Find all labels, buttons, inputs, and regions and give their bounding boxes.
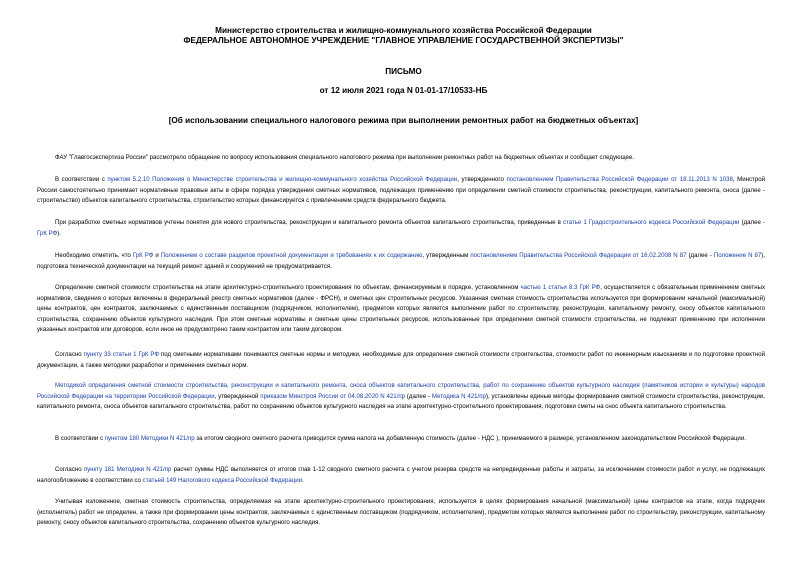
link-methodology-421-short[interactable]: Методика N 421/пр (431, 392, 486, 400)
paragraph-estimate-norms: Согласно пункту 33 статьи 1 ГрК РФ под сметными нормативами понимаются сметные нормы и методики, необходимые для определения сметной стоимости строительства, стоимости работ по инженерным изысканиям и по подготовке проектной документации, а также методики разработки и применения сметных норм. (37, 351, 765, 369)
document-subject: [Об использовании специального налогового режима при выполнении ремонтных работ на бюджетных объектах] (168, 116, 639, 125)
institution-name: ФЕДЕРАЛЬНОЕ АВТОНОМНОЕ УЧРЕЖДЕНИЕ "ГЛАВНОЕ УПРАВЛЕНИЕ ГОСУДАРСТВЕННОЙ ЭКСПЕРТИЗЫ" (183, 36, 624, 45)
paragraph-vat-clause-181: Согласно пункту 181 Методики N 421/пр расчет суммы НДС выполняется от итогов глав 1-12 сводного сметного расчета с учетом резерва средств на непредвиденные работы и затраты, за исключением стоимости работ и услуг, не подлежащих налогообложению в соответствии со статьей 149 Налогового кодекса Российской Федерации. (37, 466, 765, 484)
paragraph-ministry-authority: В соответствии с пунктом 5.2.10 Положения о Министерстве строительства и жилищно-коммунального хозяйства Российской Федерации, утвержденного постановлением Правительства Российской Федерации от 18.11.2013 N 1038, Минстрой России самостоятельно принимает нормативные правовые акты в сфере порядка утверждения сметных нормативов, подлежащих применению при определении сметной стоимости строительства, реконструкции, капитального ремонта, сноса (далее - строительство) объектов капитального строительства, строительство которых финансируется с привлечением средств федерального бюджета. (37, 176, 766, 205)
link-part-1-article-8-3[interactable]: частью 1 статьи 8.3 ГрК РФ (520, 284, 601, 291)
link-government-decree-1038[interactable]: постановлением Правительства Российской Федерации от 18.11.2013 N 1038 (506, 176, 733, 183)
link-grk-rf[interactable]: ГрК РФ (37, 229, 58, 237)
paragraph-methodology: Методикой определения сметной стоимости строительства, реконструкции и капитального ремонта, сноса объектов капитального строительства, работ по сохранению объектов культурного наследия (памятников истории и культуры) народов Российской Федерации на территории Российской Федерации, утвержденной приказом Минстроя России от 04.08.2020 N 421/пр (далее - Методика N 421/пр), установлены единые методы формирования сметной стоимости строительства, реконструкции, капитального ремонта, сноса объектов капитального строительства, работ по сохранению объектов культурного наследия на этапе архитектурно-строительного проектирования, подготовки сметы на снос объекта капитального строительства. (37, 382, 765, 411)
document-type: ПИСЬМО (385, 67, 422, 76)
link-regulation-project-sections[interactable]: Положением о составе разделов проектной документации и требованиях к их содержанию (160, 252, 423, 259)
link-clause-33-article-1[interactable]: пункту 33 статьи 1 ГрК РФ (83, 351, 160, 358)
link-regulation-87[interactable]: Положение N 87 (713, 252, 762, 259)
paragraph-concepts: При разработке сметных нормативов учтены понятия для нового строительства, реконструкции и капитального ремонта объектов капитального строительства, приведенные в статье 1 Градостроительного кодекса Российской Федерации (далее - ГрК РФ). (37, 219, 765, 237)
link-clause-181[interactable]: пункту 181 Методики N 421/пр (83, 466, 172, 473)
document-date-number: от 12 июля 2021 года N 01-01-17/10533-НБ (319, 86, 488, 95)
link-regulation-ministry[interactable]: пунктом 5.2.10 Положения о Министерстве строительства и жилищно-коммунального хозяйства Российской Федерации (107, 176, 458, 183)
link-methodology-421[interactable]: Методикой определения сметной стоимости строительства, реконструкции и капитального ремонта, сноса объектов капитального строительства, работ по сохранению объектов культурного наследия (памятников истории и культуры) народов Российской Федерации на территории Российской Федерации (37, 382, 765, 400)
paragraph-vat-clause-180: В соответствии с пунктом 180 Методики N 421/пр за итогом сводного сметного расчета приводится сумма налога на добавленную стоимость (далее - НДС ), принимаемого в размере, установленном законодательством Российской Федерации. (55, 435, 746, 442)
link-order-421[interactable]: приказом Минстроя России от 04.08.2020 N 421/пр (260, 392, 406, 400)
paragraph-cost-determination: Определение сметной стоимости строительства на этапе архитектурно-строительного проектирования по объектам, финансируемым в порядке, установленном частью 1 статьи 8.3 ГрК РФ, осуществляется с обязательным применением сметных нормативов, сведения о которых включены в федеральный реестр сметных нормативов (далее - ФРСН), и сметных цен строительных ресурсов. Указанная сметная стоимость строительства используется при формировании начальной (максимальной) цены контрактов, цен контрактов, заключаемых с единственным поставщиком (подрядчиком, исполнителем), предметом которых является выполнение работ по строительству, реконструкции, капитальному ремонту, сносу объектов капитального строительства, сохранению объектов культурного наследия. При этом сметные нормативы и сметные цены строительных ресурсов, использованные при определении сметной стоимости строительства, не подлежат применению при исполнении указанных контрактов или договоров, если иное не предусмотрено таким контрактом или таким договором. (37, 284, 765, 334)
paragraph-intro: ФАУ "Главгосэкспертиза России" рассмотрело обращение по вопросу использования специального налогового режима при выполнении ремонтных работ на бюджетных объектах и сообщает следующее. (55, 154, 634, 161)
link-urban-code-article-1[interactable]: статье 1 Градостроительного кодекса Российской Федерации (562, 219, 740, 226)
ministry-name: Министерство строительства и жилищно-коммунального хозяйства Российской Федерации (215, 26, 592, 35)
link-grk-rf-2[interactable]: ГрК РФ (132, 252, 154, 259)
link-government-decree-87[interactable]: постановлением Правительства Российской Федерации от 16.02.2008 N 87 (470, 252, 687, 259)
link-tax-code-article-149[interactable]: статьей 149 Налогового кодекса Российской Федерации (142, 476, 303, 484)
paragraph-technical-documentation: Необходимо отметить, что ГрК РФ и Положением о составе разделов проектной документации и требованиях к их содержанию, утвержденным постановлением Правительства Российской Федерации от 16.02.2008 N 87 (далее - Положение N 87), подготовка технической документации на текущий ремонт зданий и сооружений не предусматривается. (37, 252, 766, 270)
link-clause-180[interactable]: пунктом 180 Методики N 421/пр (104, 435, 195, 442)
paragraph-conclusion: Учитывая изложенное, сметная стоимость строительства, определяемая на этапе архитектурно-строительного проектирования, используется в целях формирования начальной (максимальной) цены контрактов на этапе, когда подрядчик (исполнитель) работ не определен, а также при формировании цены контрактов, заключаемых с единственным поставщиком (подрядчиком, исполнителем), предметом которых является выполнение работ по строительству, реконструкции, капитальному ремонту, сносу объектов капитального строительства, сохранению объектов культурного наследия. (37, 498, 765, 527)
